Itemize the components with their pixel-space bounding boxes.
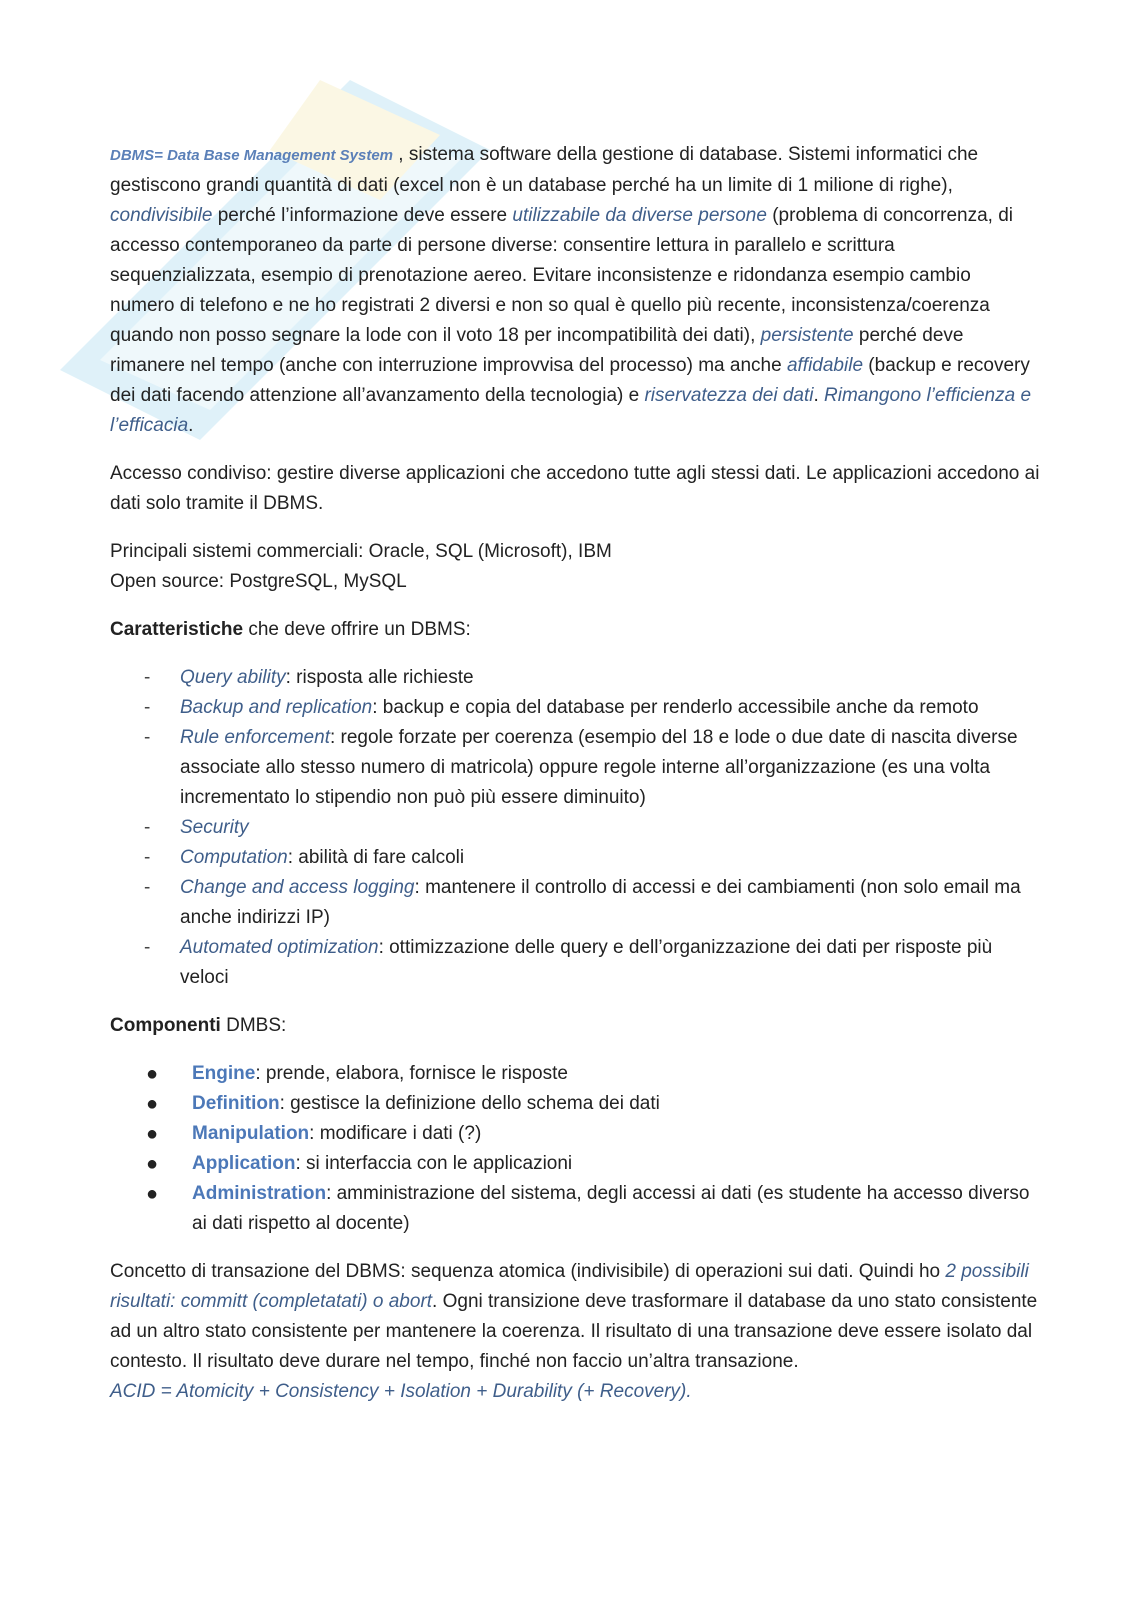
bullet-icon: ● xyxy=(146,1093,159,1115)
acid-line: ACID = Atomicity + Consistency + Isolation + Durability (+ Recovery). xyxy=(110,1381,692,1402)
list-item: - Security xyxy=(144,817,249,838)
list-item: ● Engine: prende, elabora, fornisce le risposte xyxy=(110,1059,1040,1089)
list-item: ● Definition: gestisce la definizione dello schema dei dati xyxy=(110,1089,1040,1119)
transaction-paragraph: Concetto di transazione del DBMS: sequenza atomica (indivisibile) di operazioni sui dati. Quindi ho 2 possibili risultati: committ (completatati) o abort. Ogni transizione deve trasformare il database da uno stato consistente ad un altro stato consistente per mantenere la coerenza. Il risultato di una transazione deve essere isolato dal contesto. Il risultato deve durare nel tempo, finché non faccio un’altra transazione. ACID = Atomicity + Consistency + Isolation + Durability (+ Recovery). xyxy=(110,1257,1040,1407)
dbms-acronym: DBMS= Data Base Management System xyxy=(110,147,394,164)
shared-access-paragraph: Accesso condiviso: gestire diverse applicazioni che accedono tutte agli stessi dati. Le applicazioni accedono ai dati solo tramite il DBMS. xyxy=(110,463,1040,514)
bullet-icon: ● xyxy=(146,1153,159,1175)
document-page xyxy=(110,140,1040,1425)
bullet-icon: ● xyxy=(146,1183,159,1205)
bullet-icon: ● xyxy=(146,1063,159,1085)
features-heading: Caratteristiche che deve offrire un DBMS: xyxy=(110,619,471,640)
commercial-systems: Principali sistemi commerciali: Oracle, SQL (Microsoft), IBM xyxy=(110,541,612,562)
list-item: ● Manipulation: modificare i dati (?) xyxy=(110,1119,1040,1149)
bullet-icon: ● xyxy=(146,1123,159,1145)
list-item: - Change and access logging: mantenere il controllo di accessi e dei cambiamenti (non solo email ma anche indirizzi IP) xyxy=(144,877,1021,928)
list-item: - Backup and replication: backup e copia del database per renderlo accessibile anche da remoto xyxy=(144,697,979,718)
list-item: - Automated optimization: ottimizzazione delle query e dell’organizzazione dei dati per risposte più veloci xyxy=(144,937,993,988)
list-item: ● Administration: amministrazione del sistema, degli accessi ai dati (es studente ha accesso diverso ai dati rispetto al docente) xyxy=(110,1179,1040,1239)
components-list xyxy=(110,1059,1040,1239)
list-item: ● Application: si interfaccia con le applicazioni xyxy=(110,1149,1040,1179)
features-list xyxy=(110,663,1040,993)
list-item: - Rule enforcement: regole forzate per coerenza (esempio del 18 e lode o due date di nascita diverse associate allo stesso numero di matricola) oppure regole interne all’organizzazione (es una volta incrementato lo stipendio non può più essere diminuito) xyxy=(144,727,1018,808)
components-heading: Componenti DMBS: xyxy=(110,1015,287,1036)
systems-paragraph xyxy=(110,537,1040,597)
open-source-systems: Open source: PostgreSQL, MySQL xyxy=(110,571,407,592)
list-item: - Computation: abilità di fare calcoli xyxy=(144,847,465,868)
intro-paragraph: DBMS= Data Base Management System , sistema software della gestione di database. Sistemi informatici che gestiscono grandi quantità di dati (excel non è un database perché ha un limite di 1 milione di righe), condivisibile perché l’informazione deve essere utilizzabile da diverse persone (problema di concorrenza, di accesso contemporaneo da parte di persone diverse: consentire lettura in parallelo e scrittura sequenzializzata, esempio di prenotazione aereo. Evitare inconsistenze e ridondanza esempio cambio numero di telefono e ne ho registrati 2 diversi e non so qual è quello più recente, inconsistenza/coerenza quando non posso segnare la lode con il voto 18 per incompatibilità dei dati), persistente perché deve rimanere nel tempo (anche con interruzione improvvisa del processo) ma anche affidabile (backup e recovery dei dati facendo attenzione all’avanzamento della tecnologia) e riservatezza dei dati. Rimangono l’efficienza e l’efficacia. xyxy=(110,144,1032,436)
list-item: - Query ability: risposta alle richieste xyxy=(144,667,474,688)
